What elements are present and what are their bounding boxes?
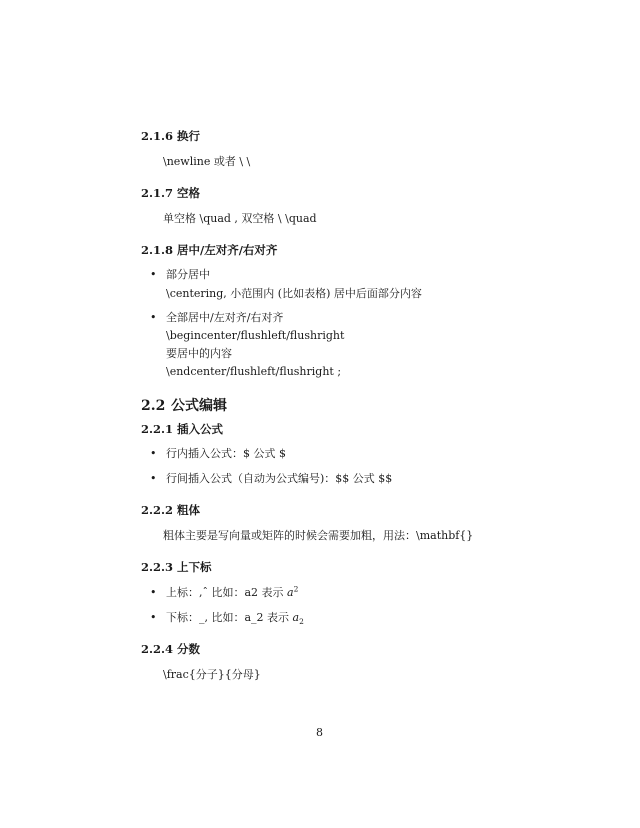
paragraph-newline: \newline 或者 \ \ bbox=[163, 155, 251, 168]
section-title: 插入公式 bbox=[177, 422, 223, 436]
section-number: 2.1.8 bbox=[141, 243, 174, 257]
paragraph-bold: 粗体主要是写向量或矩阵的时候会需要加粗，用法：\mathbf{} bbox=[163, 529, 474, 542]
heading-2-1-7 bbox=[141, 188, 200, 200]
list-item-line: \begincenter/flushleft/flushright bbox=[166, 329, 345, 342]
list-item-subscript bbox=[166, 611, 304, 627]
math-superscript: 2 bbox=[293, 584, 299, 594]
section-title: 空格 bbox=[177, 186, 200, 200]
heading-2-2 bbox=[141, 399, 227, 413]
math-base: a bbox=[287, 586, 294, 599]
item-text: 上标：,ˆ 比如：a2 表示 bbox=[166, 586, 288, 599]
heading-2-2-1 bbox=[141, 424, 223, 436]
section-number: 2.2.2 bbox=[141, 503, 174, 517]
list-item-superscript bbox=[166, 584, 299, 599]
heading-2-2-3 bbox=[141, 562, 212, 574]
bullet-mark: • bbox=[150, 472, 157, 485]
bullet-mark: • bbox=[150, 447, 157, 460]
section-title: 上下标 bbox=[177, 560, 212, 574]
bullet-mark: • bbox=[150, 586, 157, 599]
page-number: 8 bbox=[316, 726, 323, 739]
section-number: 2.1.6 bbox=[141, 129, 174, 143]
list-item-line: 要居中的内容 bbox=[166, 347, 232, 360]
section-number: 2.2 bbox=[141, 398, 166, 414]
section-number: 2.1.7 bbox=[141, 186, 174, 200]
heading-2-1-8 bbox=[141, 245, 277, 257]
section-number: 2.2.3 bbox=[141, 560, 174, 574]
math-base: a bbox=[292, 611, 300, 624]
section-title: 粗体 bbox=[177, 503, 200, 517]
list-item-line: 行间插入公式（自动为公式编号)：$$ 公式 $$ bbox=[166, 472, 393, 485]
bullet-mark: • bbox=[150, 611, 157, 624]
bullet-mark: • bbox=[150, 268, 157, 281]
item-text: 下标：_, 比如：a_2 表示 bbox=[166, 611, 293, 624]
list-item-line: \endcenter/flushleft/flushright ; bbox=[166, 365, 342, 378]
paragraph-space: 单空格 \quad , 双空格 \ \quad bbox=[163, 212, 317, 225]
heading-2-1-6 bbox=[141, 131, 200, 143]
section-number: 2.2.1 bbox=[141, 422, 174, 436]
bullet-mark: • bbox=[150, 311, 157, 324]
list-item-line: 部分居中 bbox=[166, 268, 210, 281]
section-title: 分数 bbox=[177, 642, 200, 656]
section-title: 公式编辑 bbox=[171, 398, 227, 414]
heading-2-2-4 bbox=[141, 644, 200, 656]
math-subscript: 2 bbox=[299, 617, 304, 627]
section-title: 居中/左对齐/右对齐 bbox=[177, 243, 278, 257]
heading-2-2-2 bbox=[141, 505, 200, 517]
list-item-line: 行内插入公式：$ 公式 $ bbox=[166, 447, 286, 460]
section-title: 换行 bbox=[177, 129, 200, 143]
section-number: 2.2.4 bbox=[141, 642, 174, 656]
list-item-line: 全部居中/左对齐/右对齐 bbox=[166, 311, 284, 324]
list-item-line: \centering, 小范围内 (比如表格) 居中后面部分内容 bbox=[166, 287, 422, 300]
paragraph-fraction: \frac{分子}{分母} bbox=[163, 668, 261, 681]
